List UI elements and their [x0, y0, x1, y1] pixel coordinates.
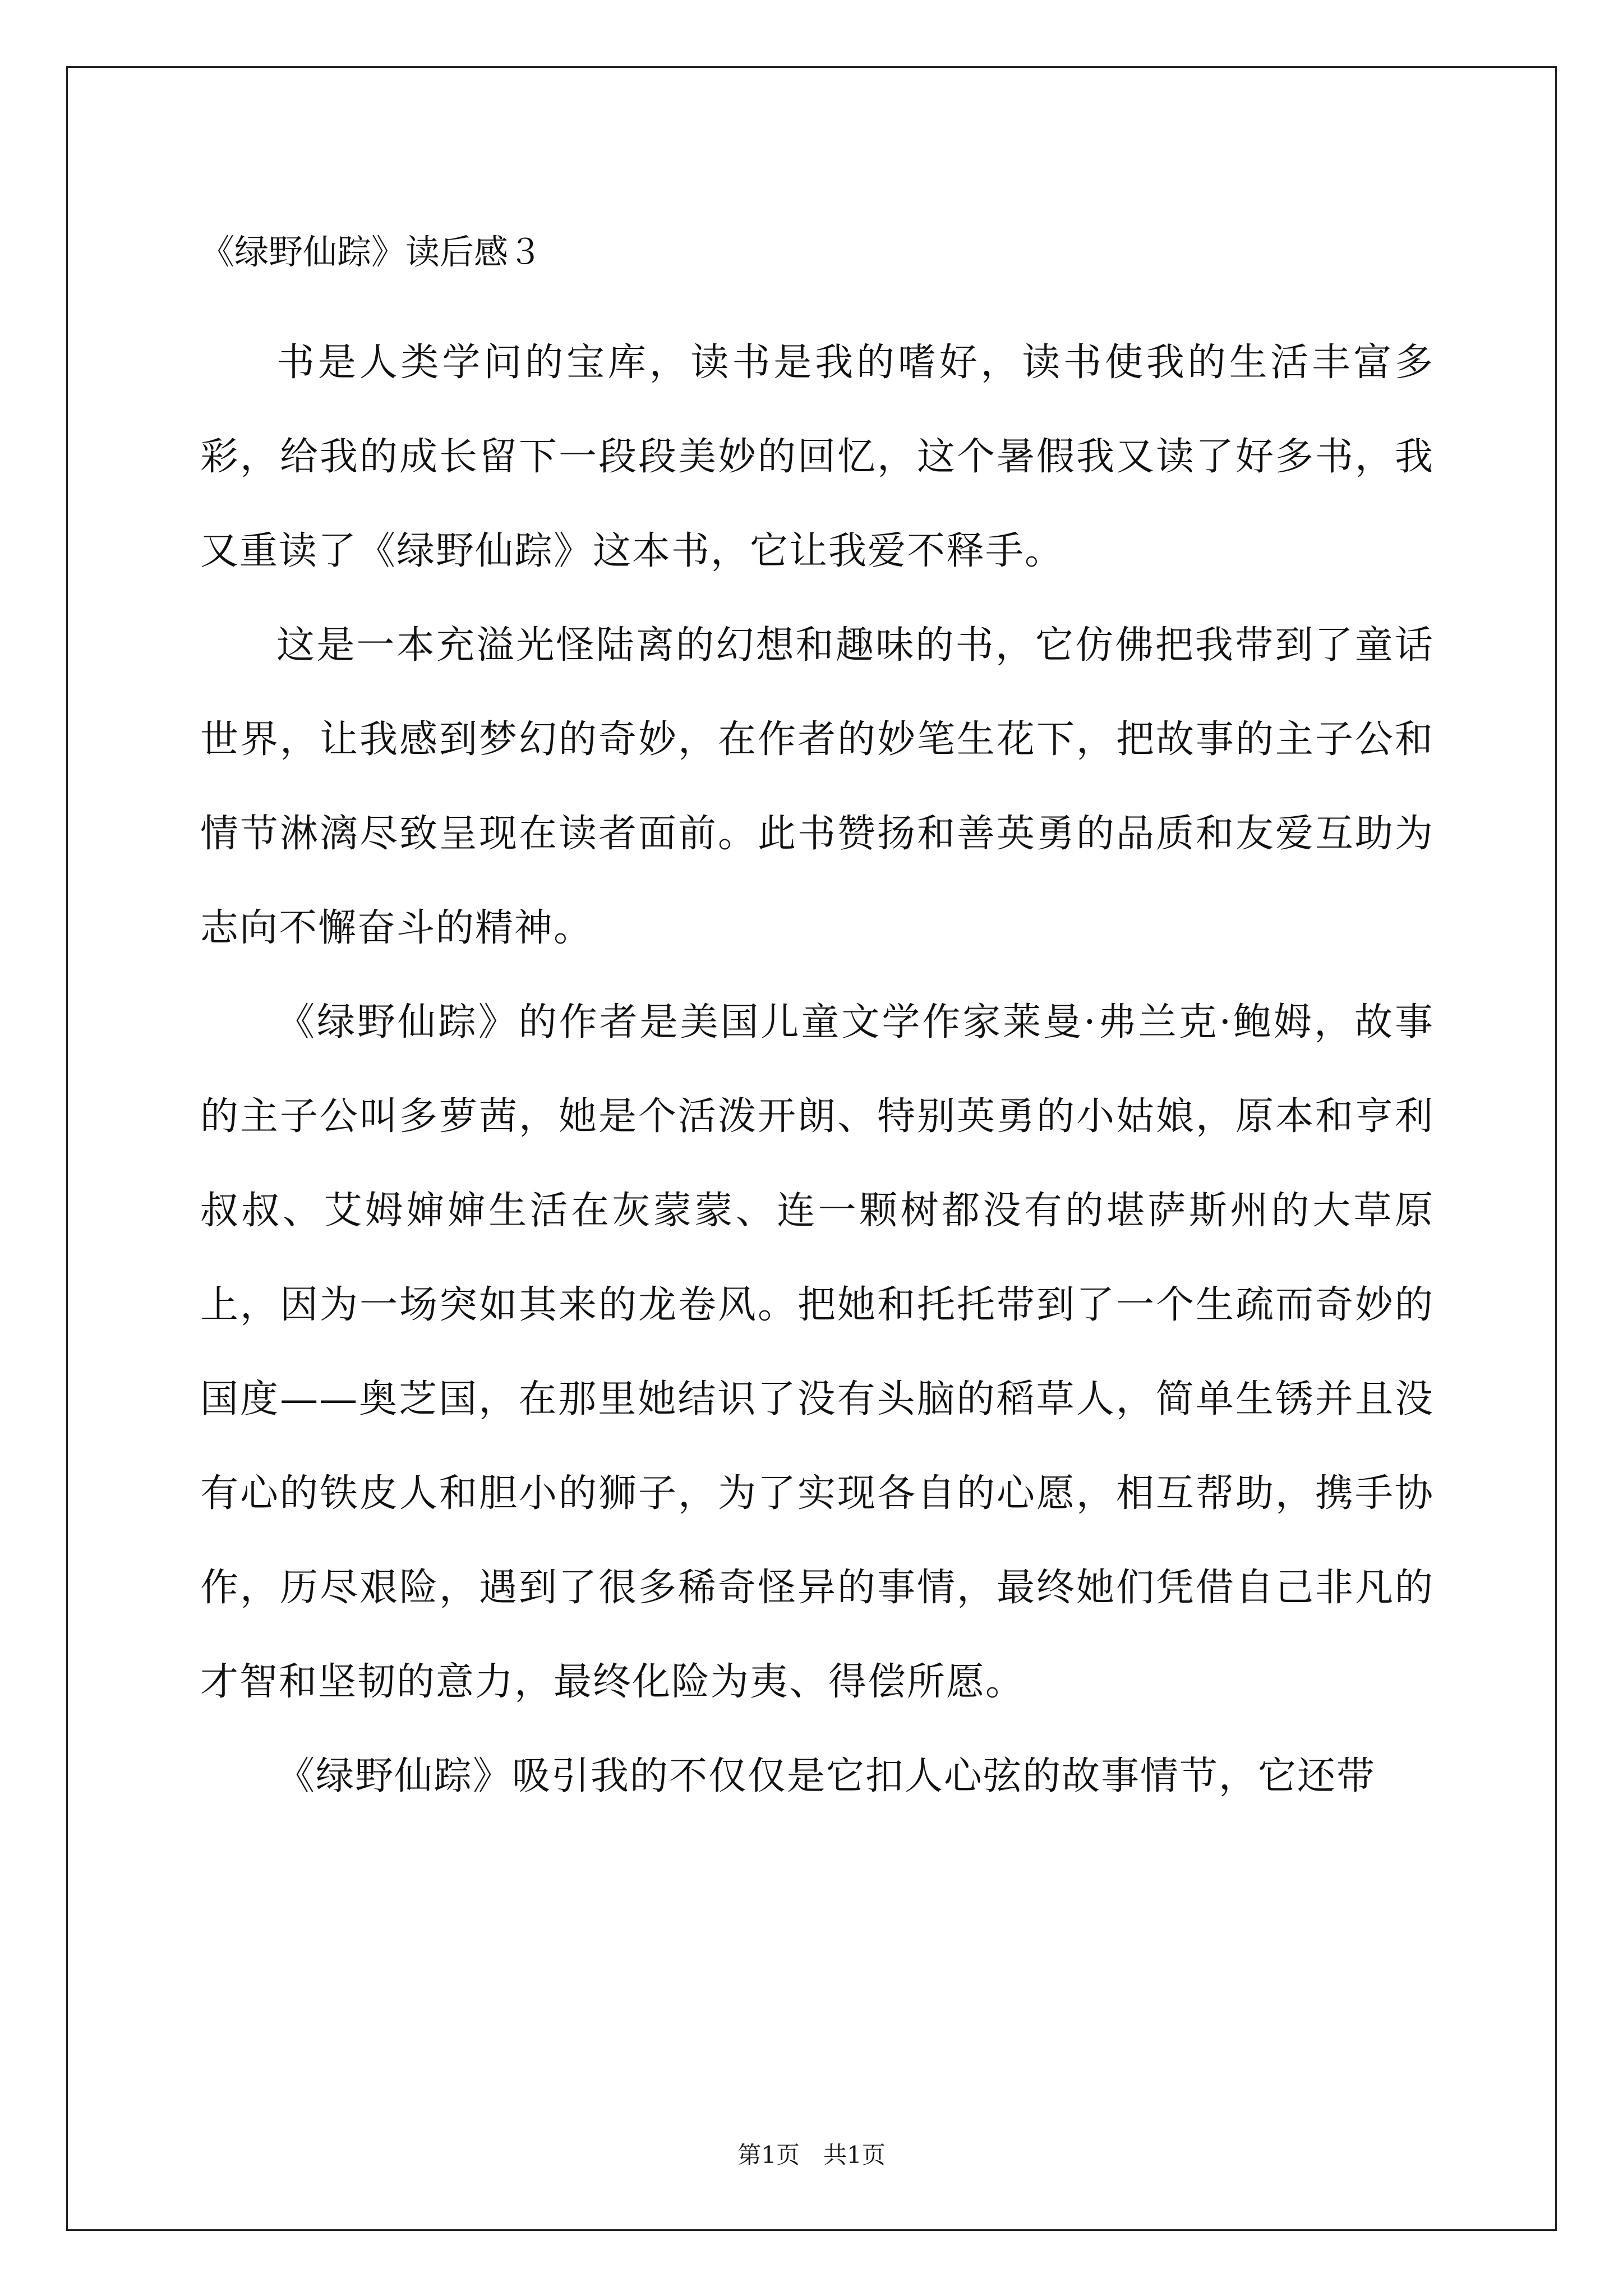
- document-body: [200, 222, 1434, 1824]
- paragraph-4: 《绿野仙踪》吸引我的不仅仅是它扣人心弦的故事情节，它还带: [276, 1754, 1376, 1798]
- page-footer: 第1页 共1页: [737, 2141, 886, 2169]
- paragraph-2: 这是一本充溢光怪陆离的幻想和趣味的书，它仿佛把我带到了童话世界，让我感到梦幻的奇妙，在作者的妙笔生花下，把故事的主子公和情节淋漓尽致呈现在读者面前。此书赞扬和善英勇的品质和友爱互助为志向不懈奋斗的精神。: [200, 623, 1434, 950]
- paragraph-1: 书是人类学问的宝库，读书是我的嗜好，读书使我的生活丰富多彩，给我的成长留下一段段美妙的回忆，这个暑假我又读了好多书，我又重读了《绿野仙踪》这本书，它让我爱不释手。: [200, 341, 1434, 573]
- paragraph-3: 《绿野仙踪》的作者是美国儿童文学作家莱曼·弗兰克·鲍姆，故事的主子公叫多萝茜，她是个活泼开朗、特别英勇的小姑娘，原本和亨利叔叔、艾姆婶婶生活在灰蒙蒙、连一颗树都没有的堪萨斯州的大草原上，因为一场突如其来的龙卷风。把她和托托带到了一个生疏而奇妙的国度——奥芝国，在那里她结识了没有头脑的稻草人，简单生锈并且没有心的铁皮人和胆小的狮子，为了实现各自的心愿，相互帮助，携手协作，历尽艰险，遇到了很多稀奇怪异的事情，最终她们凭借自己非凡的才智和坚韧的意力，最终化险为夷、得偿所愿。: [200, 1000, 1434, 1704]
- document-title: 《绿野仙踪》读后感３: [200, 232, 543, 272]
